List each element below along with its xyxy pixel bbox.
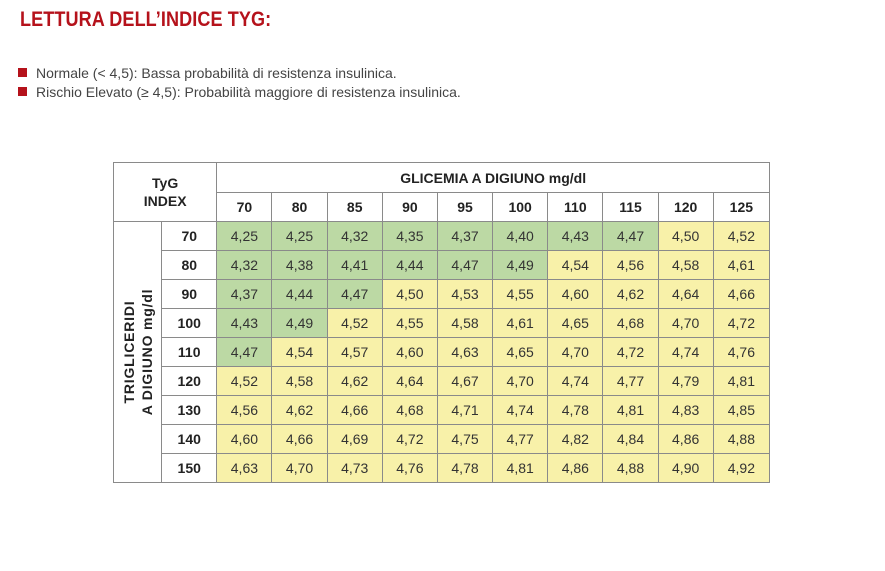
legend-item-elevated <box>18 82 461 101</box>
tyg-value-cell: 4,57 <box>327 338 382 367</box>
tyg-value-cell: 4,32 <box>327 222 382 251</box>
tyg-value-cell: 4,49 <box>272 309 327 338</box>
tyg-value-cell: 4,40 <box>493 222 548 251</box>
triglyceride-value-header: 130 <box>162 396 217 425</box>
glycemia-value-header: 100 <box>493 193 548 222</box>
triglyceride-header-line1: TRIGLICERIDI <box>120 300 137 404</box>
page-title: LETTURA DELL’INDICE TYG: <box>20 8 272 31</box>
tyg-value-cell: 4,88 <box>603 454 658 483</box>
tyg-value-cell: 4,52 <box>327 309 382 338</box>
tyg-value-cell: 4,83 <box>658 396 713 425</box>
tyg-value-cell: 4,78 <box>437 454 492 483</box>
table-row <box>114 454 770 483</box>
tyg-value-cell: 4,25 <box>272 222 327 251</box>
tyg-index-table <box>113 162 770 483</box>
tyg-value-cell: 4,70 <box>493 367 548 396</box>
tyg-value-cell: 4,86 <box>658 425 713 454</box>
glycemia-value-header: 95 <box>437 193 492 222</box>
tyg-index-corner-header <box>114 163 217 222</box>
tyg-value-cell: 4,47 <box>437 251 492 280</box>
tyg-value-cell: 4,58 <box>272 367 327 396</box>
glycemia-value-header: 90 <box>382 193 437 222</box>
tyg-value-cell: 4,72 <box>382 425 437 454</box>
corner-label-line1: TyG <box>152 175 179 191</box>
tyg-value-cell: 4,62 <box>272 396 327 425</box>
tyg-value-cell: 4,37 <box>217 280 272 309</box>
tyg-value-cell: 4,49 <box>493 251 548 280</box>
tyg-value-cell: 4,65 <box>493 338 548 367</box>
tyg-value-cell: 4,70 <box>272 454 327 483</box>
triglyceride-header-label <box>120 289 156 416</box>
tyg-value-cell: 4,76 <box>382 454 437 483</box>
table-row <box>114 367 770 396</box>
table-row <box>114 425 770 454</box>
tyg-value-cell: 4,54 <box>272 338 327 367</box>
tyg-value-cell: 4,52 <box>713 222 769 251</box>
tyg-value-cell: 4,78 <box>548 396 603 425</box>
tyg-value-cell: 4,38 <box>272 251 327 280</box>
tyg-value-cell: 4,72 <box>713 309 769 338</box>
triglyceride-value-header: 150 <box>162 454 217 483</box>
table-row <box>114 396 770 425</box>
tyg-value-cell: 4,75 <box>437 425 492 454</box>
triglyceride-value-header: 140 <box>162 425 217 454</box>
legend-text-elevated: Rischio Elevato (≥ 4,5): Probabilità maggiore di resistenza insulinica. <box>36 83 461 100</box>
tyg-value-cell: 4,69 <box>327 425 382 454</box>
corner-label-line2: INDEX <box>143 193 187 209</box>
tyg-value-cell: 4,58 <box>658 251 713 280</box>
tyg-value-cell: 4,50 <box>658 222 713 251</box>
tyg-value-cell: 4,43 <box>217 309 272 338</box>
tyg-value-cell: 4,66 <box>327 396 382 425</box>
tyg-value-cell: 4,54 <box>548 251 603 280</box>
tyg-value-cell: 4,25 <box>217 222 272 251</box>
tyg-value-cell: 4,65 <box>548 309 603 338</box>
tyg-value-cell: 4,85 <box>713 396 769 425</box>
tyg-value-cell: 4,63 <box>437 338 492 367</box>
tyg-value-cell: 4,64 <box>658 280 713 309</box>
tyg-value-cell: 4,64 <box>382 367 437 396</box>
tyg-value-cell: 4,81 <box>603 396 658 425</box>
tyg-value-cell: 4,35 <box>382 222 437 251</box>
tyg-value-cell: 4,77 <box>493 425 548 454</box>
tyg-value-cell: 4,41 <box>327 251 382 280</box>
glycemia-value-header: 85 <box>327 193 382 222</box>
tyg-value-cell: 4,82 <box>548 425 603 454</box>
tyg-value-cell: 4,55 <box>493 280 548 309</box>
legend-text-normal: Normale (< 4,5): Bassa probabilità di resistenza insulinica. <box>36 64 397 81</box>
tyg-value-cell: 4,70 <box>548 338 603 367</box>
tyg-value-cell: 4,74 <box>493 396 548 425</box>
tyg-value-cell: 4,50 <box>382 280 437 309</box>
tyg-value-cell: 4,66 <box>713 280 769 309</box>
tyg-value-cell: 4,61 <box>713 251 769 280</box>
tyg-value-cell: 4,62 <box>327 367 382 396</box>
triglyceride-value-header: 70 <box>162 222 217 251</box>
tyg-value-cell: 4,68 <box>603 309 658 338</box>
tyg-value-cell: 4,92 <box>713 454 769 483</box>
tyg-value-cell: 4,61 <box>493 309 548 338</box>
tyg-value-cell: 4,44 <box>382 251 437 280</box>
tyg-value-cell: 4,44 <box>272 280 327 309</box>
table-row <box>114 222 770 251</box>
tyg-value-cell: 4,53 <box>437 280 492 309</box>
tyg-value-cell: 4,58 <box>437 309 492 338</box>
tyg-value-cell: 4,62 <box>603 280 658 309</box>
triglyceride-header-line2: A DIGIUNO mg/dl <box>138 288 155 416</box>
glycemia-value-header: 70 <box>217 193 272 222</box>
tyg-value-cell: 4,47 <box>327 280 382 309</box>
tyg-value-cell: 4,81 <box>493 454 548 483</box>
tyg-value-cell: 4,63 <box>217 454 272 483</box>
tyg-value-cell: 4,73 <box>327 454 382 483</box>
triglyceride-value-header: 90 <box>162 280 217 309</box>
tyg-value-cell: 4,52 <box>217 367 272 396</box>
legend <box>18 63 461 101</box>
tyg-value-cell: 4,72 <box>603 338 658 367</box>
tyg-value-cell: 4,60 <box>548 280 603 309</box>
tyg-value-cell: 4,77 <box>603 367 658 396</box>
tyg-value-cell: 4,81 <box>713 367 769 396</box>
triglyceride-header <box>114 222 162 483</box>
tyg-value-cell: 4,79 <box>658 367 713 396</box>
tyg-value-cell: 4,76 <box>713 338 769 367</box>
tyg-value-cell: 4,32 <box>217 251 272 280</box>
tyg-value-cell: 4,47 <box>217 338 272 367</box>
red-square-bullet-icon <box>18 68 27 77</box>
tyg-value-cell: 4,60 <box>382 338 437 367</box>
glycemia-value-header: 115 <box>603 193 658 222</box>
tyg-value-cell: 4,60 <box>217 425 272 454</box>
tyg-value-cell: 4,56 <box>603 251 658 280</box>
triglyceride-value-header: 80 <box>162 251 217 280</box>
table-row <box>114 338 770 367</box>
tyg-value-cell: 4,37 <box>437 222 492 251</box>
red-square-bullet-icon <box>18 87 27 96</box>
glycemia-value-header: 125 <box>713 193 769 222</box>
tyg-value-cell: 4,90 <box>658 454 713 483</box>
tyg-value-cell: 4,86 <box>548 454 603 483</box>
tyg-value-cell: 4,74 <box>548 367 603 396</box>
tyg-value-cell: 4,55 <box>382 309 437 338</box>
tyg-value-cell: 4,70 <box>658 309 713 338</box>
tyg-value-cell: 4,67 <box>437 367 492 396</box>
tyg-value-cell: 4,84 <box>603 425 658 454</box>
table-row <box>114 280 770 309</box>
tyg-value-cell: 4,66 <box>272 425 327 454</box>
tyg-value-cell: 4,74 <box>658 338 713 367</box>
triglyceride-value-header: 120 <box>162 367 217 396</box>
glycemia-header: GLICEMIA A DIGIUNO mg/dl <box>217 163 770 193</box>
glycemia-value-header: 120 <box>658 193 713 222</box>
tyg-value-cell: 4,68 <box>382 396 437 425</box>
glycemia-value-header: 80 <box>272 193 327 222</box>
table-row <box>114 251 770 280</box>
tyg-value-cell: 4,56 <box>217 396 272 425</box>
glycemia-value-header: 110 <box>548 193 603 222</box>
legend-item-normal <box>18 63 461 82</box>
tyg-value-cell: 4,47 <box>603 222 658 251</box>
table-row <box>114 309 770 338</box>
tyg-value-cell: 4,88 <box>713 425 769 454</box>
triglyceride-value-header: 100 <box>162 309 217 338</box>
triglyceride-value-header: 110 <box>162 338 217 367</box>
tyg-value-cell: 4,43 <box>548 222 603 251</box>
tyg-value-cell: 4,71 <box>437 396 492 425</box>
